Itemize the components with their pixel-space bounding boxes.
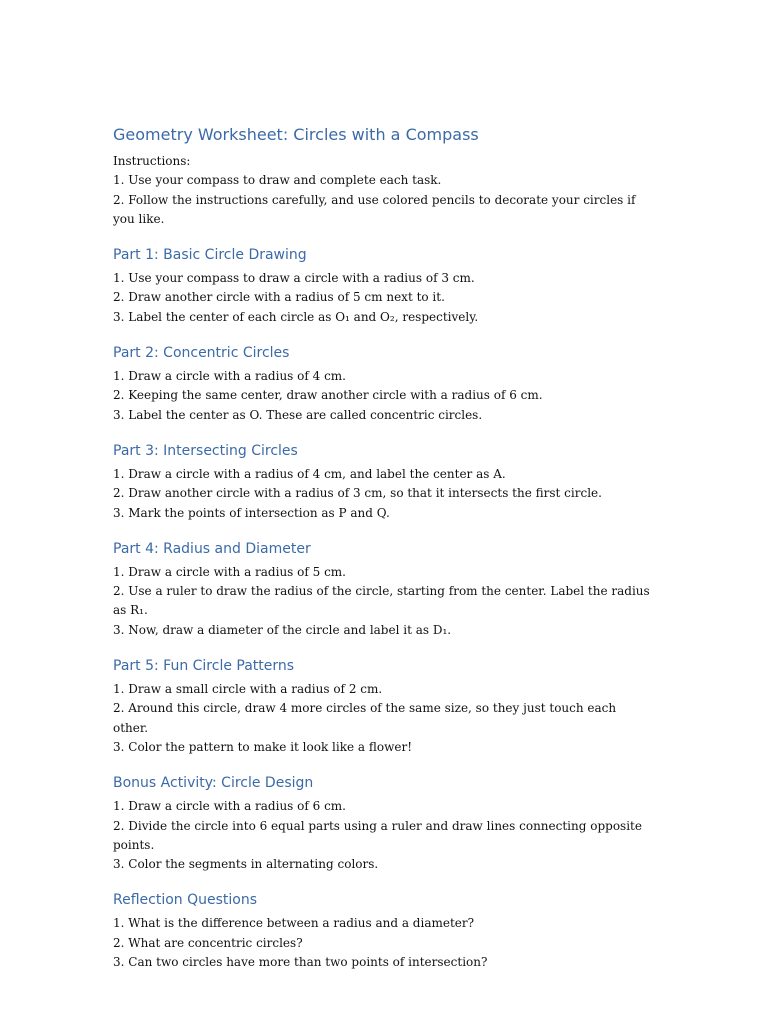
task-line: 3. Label the center as O. These are called concentric circles. bbox=[113, 407, 483, 422]
section-heading: Part 5: Fun Circle Patterns bbox=[113, 658, 295, 675]
task-line: 3. Now, draw a diameter of the circle and label it as D₁. bbox=[113, 622, 452, 637]
section-heading: Bonus Activity: Circle Design bbox=[113, 775, 314, 792]
question-line: 1. What is the difference between a radius and a diameter? bbox=[113, 916, 475, 931]
section-part-3 bbox=[113, 440, 653, 523]
task-line: 3. Color the segments in alternating colors. bbox=[113, 857, 379, 872]
instructions-block bbox=[113, 152, 653, 229]
worksheet-page bbox=[113, 124, 653, 972]
task-line: 2. Draw another circle with a radius of 5 cm next to it. bbox=[113, 290, 445, 305]
section-heading: Part 3: Intersecting Circles bbox=[113, 442, 298, 459]
section-part-4 bbox=[113, 538, 653, 640]
section-heading: Part 4: Radius and Diameter bbox=[113, 540, 311, 557]
task-line: 3. Color the pattern to make it look like a flower! bbox=[113, 739, 413, 754]
task-line: 2. Around this circle, draw 4 more circles of the same size, so they just touch each other. bbox=[113, 701, 617, 735]
instructions-label: Instructions: bbox=[113, 154, 191, 168]
task-line: 2. Draw another circle with a radius of 3 cm, so that it intersects the first circle. bbox=[113, 486, 602, 501]
task-line: 2. Use a ruler to draw the radius of the circle, starting from the center. Label the radius as R₁. bbox=[113, 584, 650, 618]
instruction-line: 2. Follow the instructions carefully, and use colored pencils to decorate your circles if you like. bbox=[113, 192, 636, 226]
task-line: 1. Draw a circle with a radius of 6 cm. bbox=[113, 799, 346, 814]
task-line: 1. Draw a circle with a radius of 5 cm. bbox=[113, 564, 346, 579]
section-heading: Part 1: Basic Circle Drawing bbox=[113, 247, 307, 264]
section-part-5 bbox=[113, 655, 653, 757]
section-reflection bbox=[113, 889, 653, 972]
task-line: 2. Divide the circle into 6 equal parts using a ruler and draw lines connecting opposite points. bbox=[113, 818, 642, 852]
section-part-1 bbox=[113, 244, 653, 327]
task-line: 3. Label the center of each circle as O₁ and O₂, respectively. bbox=[113, 309, 479, 324]
task-line: 3. Mark the points of intersection as P and Q. bbox=[113, 505, 390, 520]
question-line: 2. What are concentric circles? bbox=[113, 935, 303, 950]
task-line: 1. Draw a circle with a radius of 4 cm. bbox=[113, 369, 346, 384]
instruction-line: 1. Use your compass to draw and complete each task. bbox=[113, 173, 442, 188]
task-line: 1. Draw a circle with a radius of 4 cm, and label the center as A. bbox=[113, 466, 506, 481]
question-line: 3. Can two circles have more than two points of intersection? bbox=[113, 955, 488, 970]
task-line: 1. Use your compass to draw a circle with a radius of 3 cm. bbox=[113, 271, 475, 286]
section-bonus bbox=[113, 772, 653, 874]
section-part-2 bbox=[113, 342, 653, 425]
task-line: 2. Keeping the same center, draw another circle with a radius of 6 cm. bbox=[113, 388, 543, 403]
section-heading: Reflection Questions bbox=[113, 892, 258, 909]
page-title: Geometry Worksheet: Circles with a Compass bbox=[113, 125, 479, 144]
section-heading: Part 2: Concentric Circles bbox=[113, 345, 290, 362]
task-line: 1. Draw a small circle with a radius of 2 cm. bbox=[113, 682, 383, 697]
